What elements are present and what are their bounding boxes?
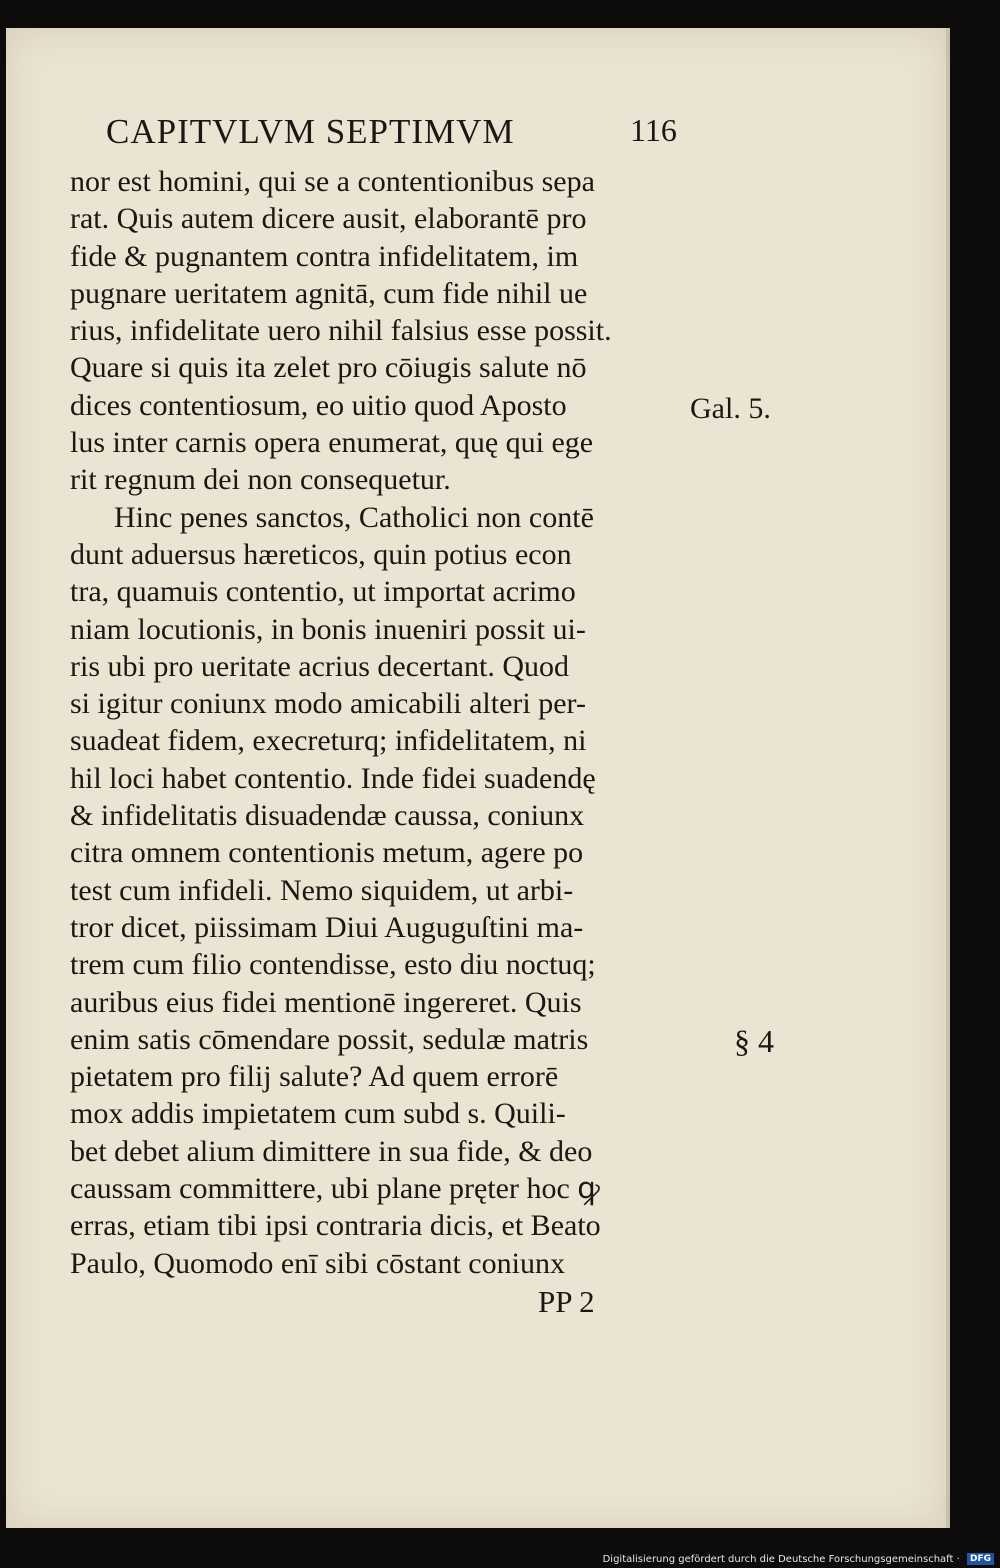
- text-line: & infidelitatis disuadendæ caussa, coniunx: [70, 799, 585, 833]
- text-line: mox addis impietatem cum subd s. Quili-: [70, 1097, 566, 1131]
- dfg-logo: DFG: [967, 1553, 994, 1565]
- text-line: test cum infideli. Nemo siquidem, ut arbi-: [70, 873, 574, 907]
- marginal-section-mark: § 4: [734, 1023, 774, 1059]
- text-line: enim satis cōmendare possit, sedulæ matris: [70, 1022, 589, 1056]
- text-line: Quare si quis ita zelet pro cōiugis salute nō: [70, 351, 587, 385]
- text-line: erras, etiam tibi ipsi contraria dicis, et Beato: [70, 1209, 601, 1243]
- text-line: fide & pugnantem contra infidelitatem, im: [70, 239, 579, 273]
- text-line: rat. Quis autem dicere ausit, elaborantē pro: [70, 202, 587, 236]
- text-line: dices contentiosum, eo uitio quod Aposto: [70, 388, 567, 422]
- text-line: pietatem pro filij salute? Ad quem errorē: [70, 1060, 559, 1094]
- text-line: citra omnem contentionis metum, agere po: [70, 836, 584, 870]
- text-line: nor est homini, qui se a contentionibus sepa: [70, 165, 595, 198]
- text-line: suadeat fidem, execreturq; infidelitatem, ni: [70, 724, 587, 758]
- text-line: niam locutionis, in bonis inueniri possit ui-: [70, 612, 586, 646]
- folio-number: 116: [630, 112, 677, 148]
- text-line: lus inter carnis opera enumerat, quę qui ege: [70, 426, 594, 460]
- page-header: [100, 112, 700, 156]
- text-line: rit regnum dei non consequetur.: [70, 463, 451, 497]
- text-line: si igitur coniunx modo amicabili alteri per-: [70, 687, 586, 721]
- text-line: trem cum filio contendisse, esto diu noctuq;: [70, 948, 596, 982]
- text-line: pugnare ueritatem agnitā, cum fide nihil ue: [70, 276, 588, 310]
- text-line: bet debet alium dimittere in sua fide, & deo: [70, 1134, 593, 1168]
- text-line: ris ubi pro ueritate acrius decertant. Quod: [70, 649, 569, 683]
- text-line: auribus eius fidei mentionē ingereret. Quis: [70, 985, 582, 1019]
- marginal-note-gal: Gal. 5.: [690, 392, 771, 425]
- text-line: hil loci habet contentio. Inde fidei suadendę: [70, 761, 596, 795]
- running-head: CAPITVLVM SEPTIMVM: [106, 112, 515, 151]
- text-line: Hinc penes sanctos, Catholici non contē: [114, 500, 594, 534]
- text-line: tror dicet, piissimam Diui Auguguſtini ma-: [70, 910, 584, 944]
- credit-text: Digitalisierung gefördert durch die Deutsche Forschungsgemeinschaft ·: [602, 1554, 960, 1565]
- text-line: tra, quamuis contentio, ut importat acrimo: [70, 575, 576, 609]
- text-line: dunt aduersus hæreticos, quin potius econ: [70, 537, 572, 571]
- digitization-credit: [603, 1553, 994, 1565]
- text-line: caussam committere, ubi plane pręter hoc ꝙ: [70, 1172, 600, 1206]
- text-line: Paulo, Quomodo enī sibi cōstant coniunx: [70, 1246, 565, 1280]
- body-text: [70, 163, 710, 1282]
- signature-mark: PP 2: [538, 1284, 595, 1319]
- text-line: rius, infidelitate uero nihil falsius esse possit.: [70, 314, 612, 348]
